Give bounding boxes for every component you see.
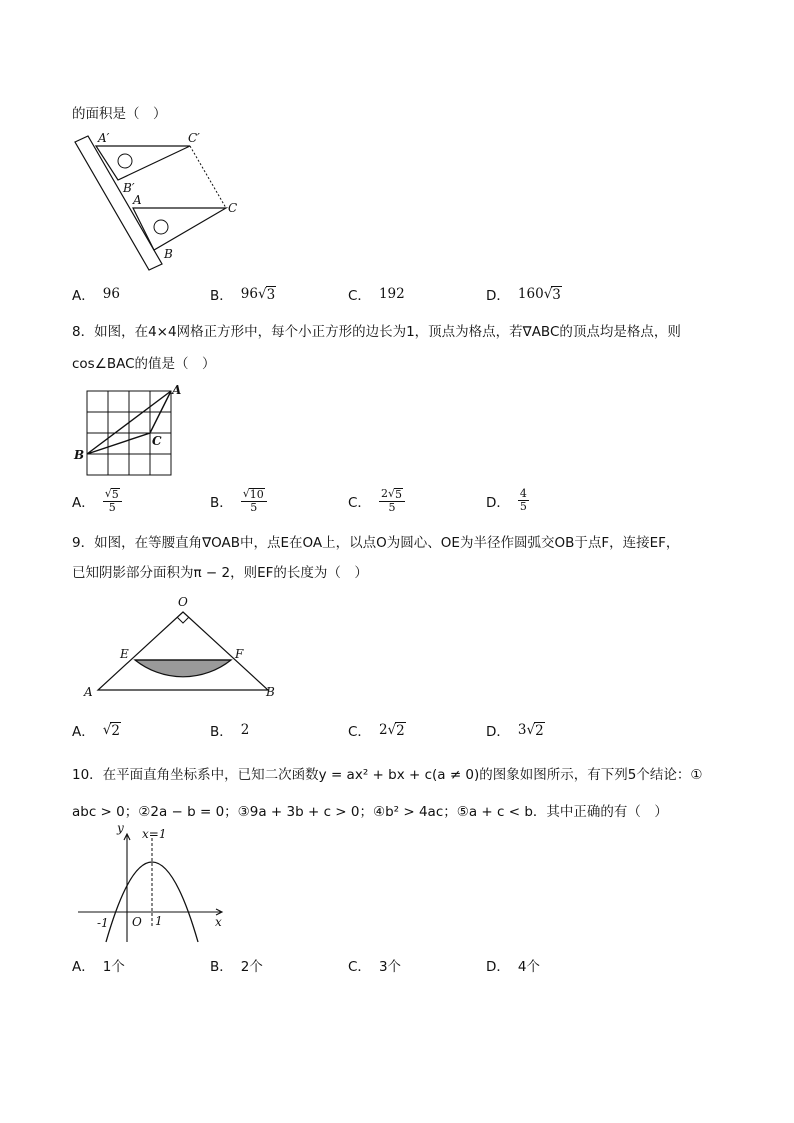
- label-a: A: [172, 383, 182, 397]
- q10-stem-line1: 10．在平面直角坐标系中，已知二次函数y = ax² + bx + c(a ≠ 0)的图象如图所示，有下列5个结论：①: [72, 767, 703, 783]
- q10-option-a[interactable]: A． 1个: [72, 959, 125, 975]
- label-a: A: [84, 685, 93, 699]
- q9-options: [72, 720, 632, 744]
- q7-option-a[interactable]: A． 96: [72, 286, 120, 304]
- label-f: F: [235, 647, 244, 661]
- q9-stem-line1: 9．如图，在等腰直角∇OAB中，点E在OA上，以点O为圆心、OE为半径作圆弧交OB于点F，连接EF，: [72, 535, 680, 551]
- label-c: C: [152, 434, 162, 448]
- q8-grid-figure: [72, 382, 192, 482]
- q7-option-c[interactable]: C． 192: [348, 286, 405, 304]
- label-symmetry: x=1: [142, 827, 167, 841]
- q7-option-d[interactable]: D． 160 √ 3: [486, 285, 561, 304]
- label-o: O: [178, 595, 188, 609]
- q9-figure: [80, 590, 290, 700]
- label-x: x: [215, 915, 222, 929]
- q8-stem-line1: 8．如图，在4×4网格正方形中，每个小正方形的边长为1，顶点为格点，若∇ABC的顶点均是格点，则: [72, 324, 681, 340]
- label-c-prime: C′: [188, 131, 200, 145]
- label-b: B: [164, 247, 173, 261]
- q7-figure: [70, 130, 260, 280]
- label-one: 1: [155, 914, 163, 928]
- q10-option-d[interactable]: D． 4个: [486, 959, 540, 975]
- q8-stem-line2: cos∠BAC的值是（ ）: [72, 356, 216, 372]
- q7-options: [72, 284, 632, 308]
- q9-stem-line2: 已知阴影部分面积为π − 2，则EF的长度为（ ）: [72, 565, 368, 581]
- right-angle-mark: [177, 617, 189, 623]
- label-a: A: [133, 193, 142, 207]
- q10-graph-figure: [72, 821, 242, 946]
- dotted-segment-cc1: [190, 146, 226, 208]
- q9-option-c[interactable]: C． 2 √ 2: [348, 721, 405, 740]
- q8-option-d[interactable]: D． $\frac{4}{5}$: [486, 487, 527, 513]
- ruler-shape: [75, 136, 162, 270]
- q9-option-d[interactable]: D． 3 √ 2: [486, 721, 544, 740]
- q8-option-c[interactable]: C． 2√ 5 5: [348, 488, 405, 514]
- q8-option-a[interactable]: A． √ 5 5: [72, 488, 122, 514]
- label-origin: O: [132, 915, 142, 929]
- triangle-hole-icon: [118, 154, 132, 168]
- label-neg-one: -1: [97, 916, 109, 930]
- label-a-prime: A′: [98, 131, 110, 145]
- q10-stem-line2: abc > 0；②2a − b = 0；③9a + 3b + c > 0；④b² > 4ac；⑤a + c < b．其中正确的有（ ）: [72, 804, 668, 820]
- label-b: B: [74, 448, 85, 462]
- q8-option-b[interactable]: B． √ 10 5: [210, 488, 267, 514]
- triangle-hole-icon: [154, 220, 168, 234]
- q7-stem-tail: 的面积是（ ）: [72, 106, 167, 122]
- q9-option-a[interactable]: A． √ 2: [72, 721, 120, 740]
- label-b: B: [266, 685, 275, 699]
- q7-option-b[interactable]: B． 96 √ 3: [210, 285, 276, 304]
- q10-option-b[interactable]: B． 2个: [210, 959, 263, 975]
- label-e: E: [120, 647, 129, 661]
- q10-option-c[interactable]: C． 3个: [348, 959, 402, 975]
- q8-options: [72, 488, 632, 512]
- q9-option-b[interactable]: B． 2: [210, 722, 250, 740]
- shaded-segment: [135, 660, 231, 677]
- q10-options: [72, 955, 632, 979]
- label-y: y: [117, 821, 124, 835]
- label-b-prime: B′: [123, 181, 135, 195]
- label-c: C: [228, 201, 238, 215]
